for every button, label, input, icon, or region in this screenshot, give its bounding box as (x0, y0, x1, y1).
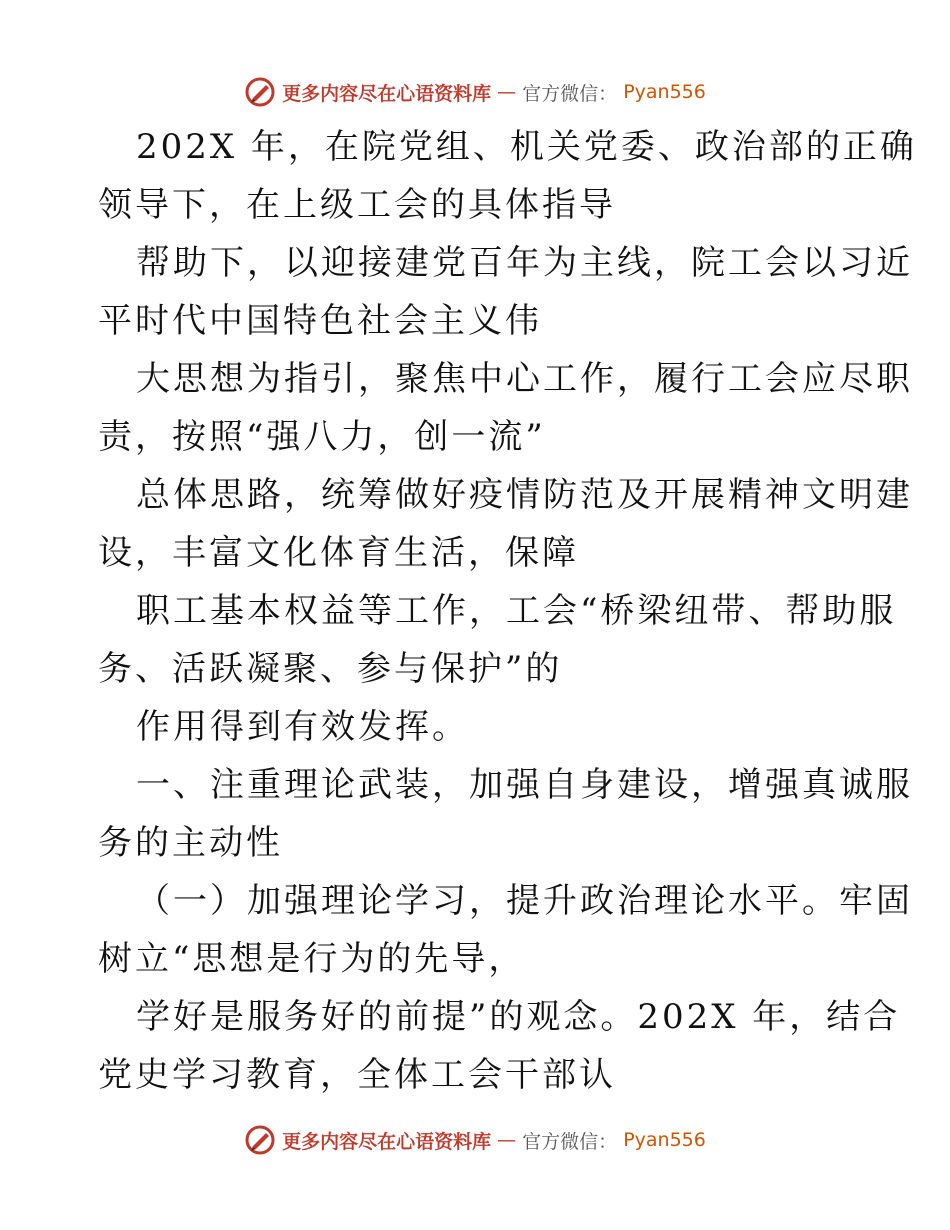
paragraph-line: 务、活跃凝聚、参与保护”的 (98, 649, 563, 689)
paragraph-7 (98, 872, 913, 988)
paragraph-line: 树立“思想是行为的先导， (98, 939, 526, 979)
paragraph-line: 领导下，在上级工会的具体指导 (98, 185, 616, 225)
paragraph-line: 职工基本权益等工作，工会“桥梁纽带、帮助服 (136, 591, 897, 631)
paragraph-line: 党史学习教育，全体工会干部认 (98, 1055, 616, 1095)
paragraph-line: 设，丰富文化体育生活，保障 (98, 533, 579, 573)
pen-circle-logo-icon (244, 1124, 276, 1156)
paragraph-3 (98, 350, 913, 466)
paragraph-2 (98, 234, 913, 350)
paragraph-line: 作用得到有效发挥。 (136, 707, 469, 747)
watermark-wechat-id: Pyan556 (623, 1129, 706, 1151)
paragraph-line: 责，按照“强八力，创一流” (98, 417, 546, 457)
paragraph-line: 总体思路，统筹做好疫情防范及开展精神文明建 (136, 475, 913, 515)
paragraph-5 (98, 582, 897, 698)
paragraph-6 (98, 698, 858, 756)
paragraph-line: 帮助下，以迎接建党百年为主线，院工会以习近 (136, 243, 913, 283)
paragraph-line: 大思想为指引，聚焦中心工作，履行工会应尽职 (136, 359, 913, 399)
paragraph-8 (98, 988, 901, 1104)
pen-circle-logo-icon (244, 76, 276, 108)
watermark-label: 官方微信： (522, 82, 618, 105)
footer-watermark (0, 1120, 950, 1160)
paragraph-line: 202X 年，在院党组、机关党委、政治部的正确 (136, 127, 917, 167)
document-body (98, 118, 917, 1104)
watermark-label: 官方微信： (522, 1130, 618, 1153)
heading-line: 务的主动性 (98, 823, 283, 863)
paragraph-4 (98, 466, 913, 582)
paragraph-1 (98, 118, 917, 234)
header-watermark (0, 72, 950, 112)
watermark-separator: — (497, 81, 517, 103)
heading-line: 一、注重理论武装，加强自身建设，增强真诚服 (136, 765, 913, 805)
watermark-wechat-id: Pyan556 (623, 81, 706, 103)
watermark-main-text: 更多内容尽在心语资料库 (282, 82, 492, 105)
watermark-separator: — (497, 1129, 517, 1151)
paragraph-line: 平时代中国特色社会主义伟 (98, 301, 542, 341)
paragraph-line: （一）加强理论学习，提升政治理论水平。牢固 (136, 881, 913, 921)
paragraph-line: 学好是服务好的前提”的观念。202X 年，结合 (136, 997, 901, 1037)
watermark-main-text: 更多内容尽在心语资料库 (282, 1130, 492, 1153)
section-heading-1 (98, 756, 913, 872)
